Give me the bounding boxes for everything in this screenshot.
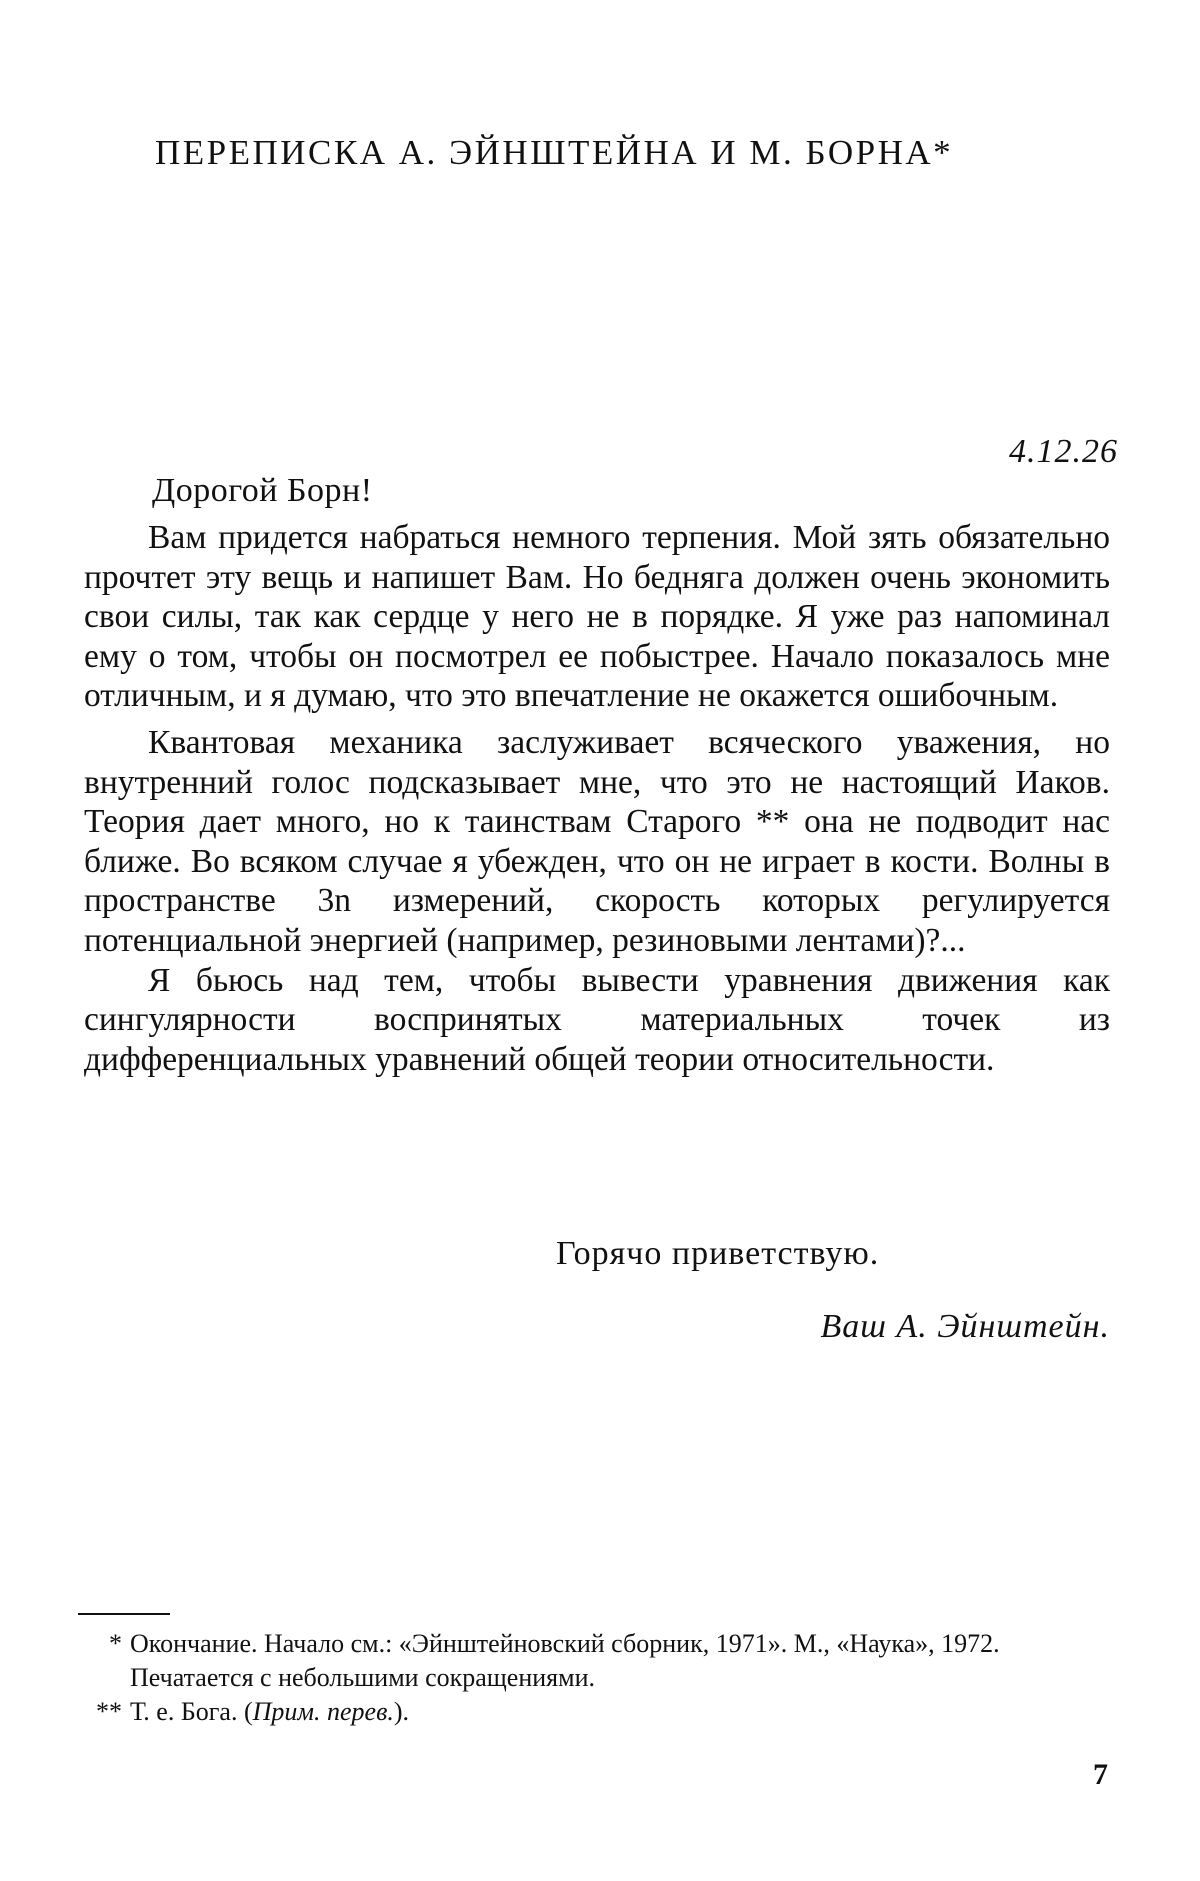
letter-paragraph: Вам придется набраться немного терпения. Мой зять обязательно прочтет эту вещь и напишет Вам. Но бедняга должен очень экономить свои силы, так как сердце у него не в порядке. Я уже раз напоминал ему о том, чтобы он посмотрел ее побыстрее. Начало показалось мне отличным, и я думаю, что это впечатление не окажется ошибочным. xyxy=(84,519,1110,715)
footnote-italic-note: Прим. перев. xyxy=(252,1697,394,1726)
letter-date: 4.12.26 xyxy=(1009,433,1118,470)
page-number: 7 xyxy=(1093,1758,1108,1791)
footnote-text: Окончание. Начало см.: «Эйнштейновский сборник, 1971». М., «Наука», 1972. Печатается с небольшими сокращениями. xyxy=(130,1629,1000,1692)
footnote xyxy=(78,1695,1118,1729)
letter-paragraph: Я бьюсь над тем, чтобы вывести уравнения движения как сингулярности воспринятых материальных точек из дифференциальных уравнений общей теории относительности. xyxy=(84,961,1110,1078)
footnotes xyxy=(78,1627,1118,1729)
footnote-tail: ). xyxy=(393,1697,410,1726)
footnote-text: Т. е. Бога. ( xyxy=(130,1697,253,1726)
letter-greeting: Дорогой Борн! xyxy=(152,472,373,509)
letter-signature: Ваш А. Эйнштейн. xyxy=(820,1308,1110,1345)
footnote-marker: ** xyxy=(96,1697,122,1726)
footnote xyxy=(78,1627,1118,1695)
letter-body xyxy=(84,518,1110,1079)
page-title: ПЕРЕПИСКА А. ЭЙНШТЕЙНА И М. БОРНА* xyxy=(155,133,954,172)
letter-paragraph: Квантовая механика заслуживает всяческого уважения, но внутренний голос подсказывает мне, что это не настоящий Иаков. Теория дает много, но к таинствам Старого ** она не подводит нас ближе. Во всяком случае я убежден, что он не играет в кости. Волны в пространстве 3n измерений, скорость которых регулируется потенциальной энергией (например, резиновыми лентами)?... xyxy=(84,723,1110,959)
letter-closing: Горячо приветствую. xyxy=(556,1235,880,1272)
footnote-divider xyxy=(78,1613,170,1615)
footnote-marker: * xyxy=(109,1629,122,1658)
